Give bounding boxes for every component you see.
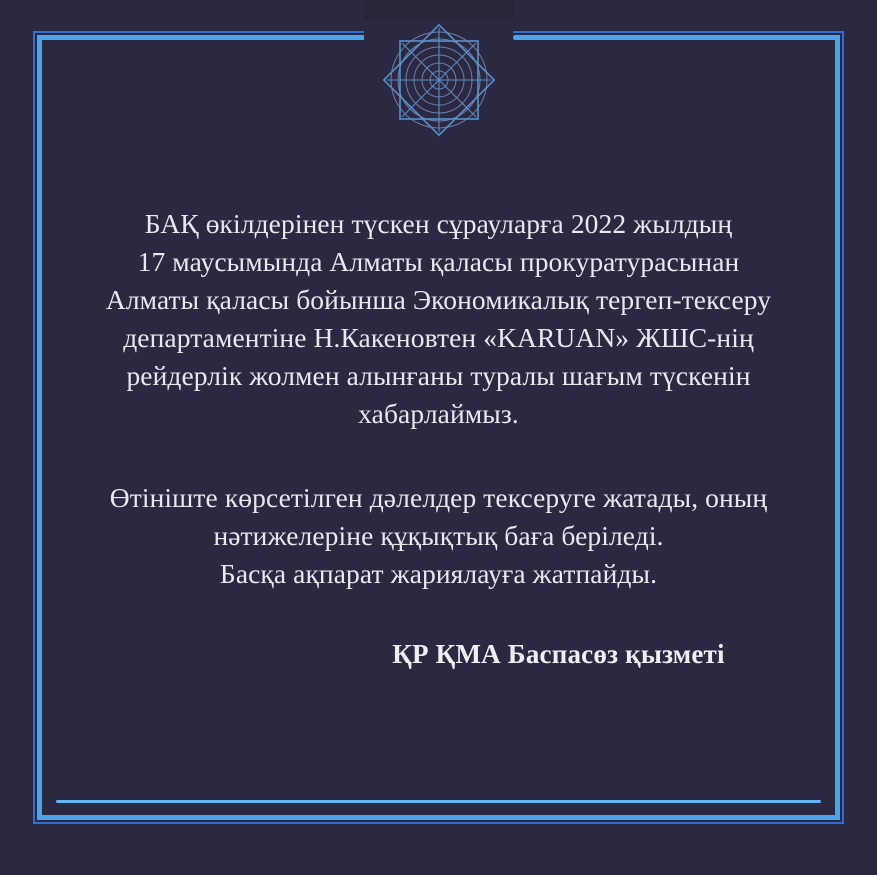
frame-top-segment-left [37, 35, 364, 40]
signature-line: ҚР ҚМА Баспасөз қызметі [392, 639, 725, 669]
paragraph-2 [60, 479, 817, 593]
paragraph-1-line-3: Алматы қаласы бойынша Экономикалық тергеп-тексеру [105, 284, 772, 315]
paragraph-1 [60, 205, 817, 433]
frame-top-thin-segment-left [33, 31, 364, 33]
bottom-accent-rule [56, 800, 821, 803]
paragraph-1-line-4: департаментіне Н.Какеновтен «KARUAN» ЖШС-нің [123, 322, 754, 353]
paragraph-2-line-2: нәтижелеріне құқықтық баға беріледі. [213, 520, 664, 551]
paragraph-1-line-1: БАҚ өкілдерінен түскен сұрауларға 2022 жылдың [144, 208, 733, 239]
paragraph-1-line-5: рейдерлік жолмен алынғаны туралы шағым түскенін [126, 360, 751, 391]
paragraph-1-line-6: хабарлаймыз. [358, 398, 519, 429]
announcement-body [60, 205, 817, 670]
paragraph-2-line-1: Өтініште көрсетілген дәлелдер тексеруге жатады, оның [109, 482, 768, 513]
frame-top-thin-segment-right [513, 31, 844, 33]
eight-pointed-star-emblem [369, 10, 509, 150]
paragraph-2-line-3: Басқа ақпарат жариялауға жатпайды. [219, 558, 658, 589]
paragraph-1-line-2: 17 маусымында Алматы қаласы прокуратурасынан [137, 246, 740, 277]
frame-top-segment-right [513, 35, 840, 40]
